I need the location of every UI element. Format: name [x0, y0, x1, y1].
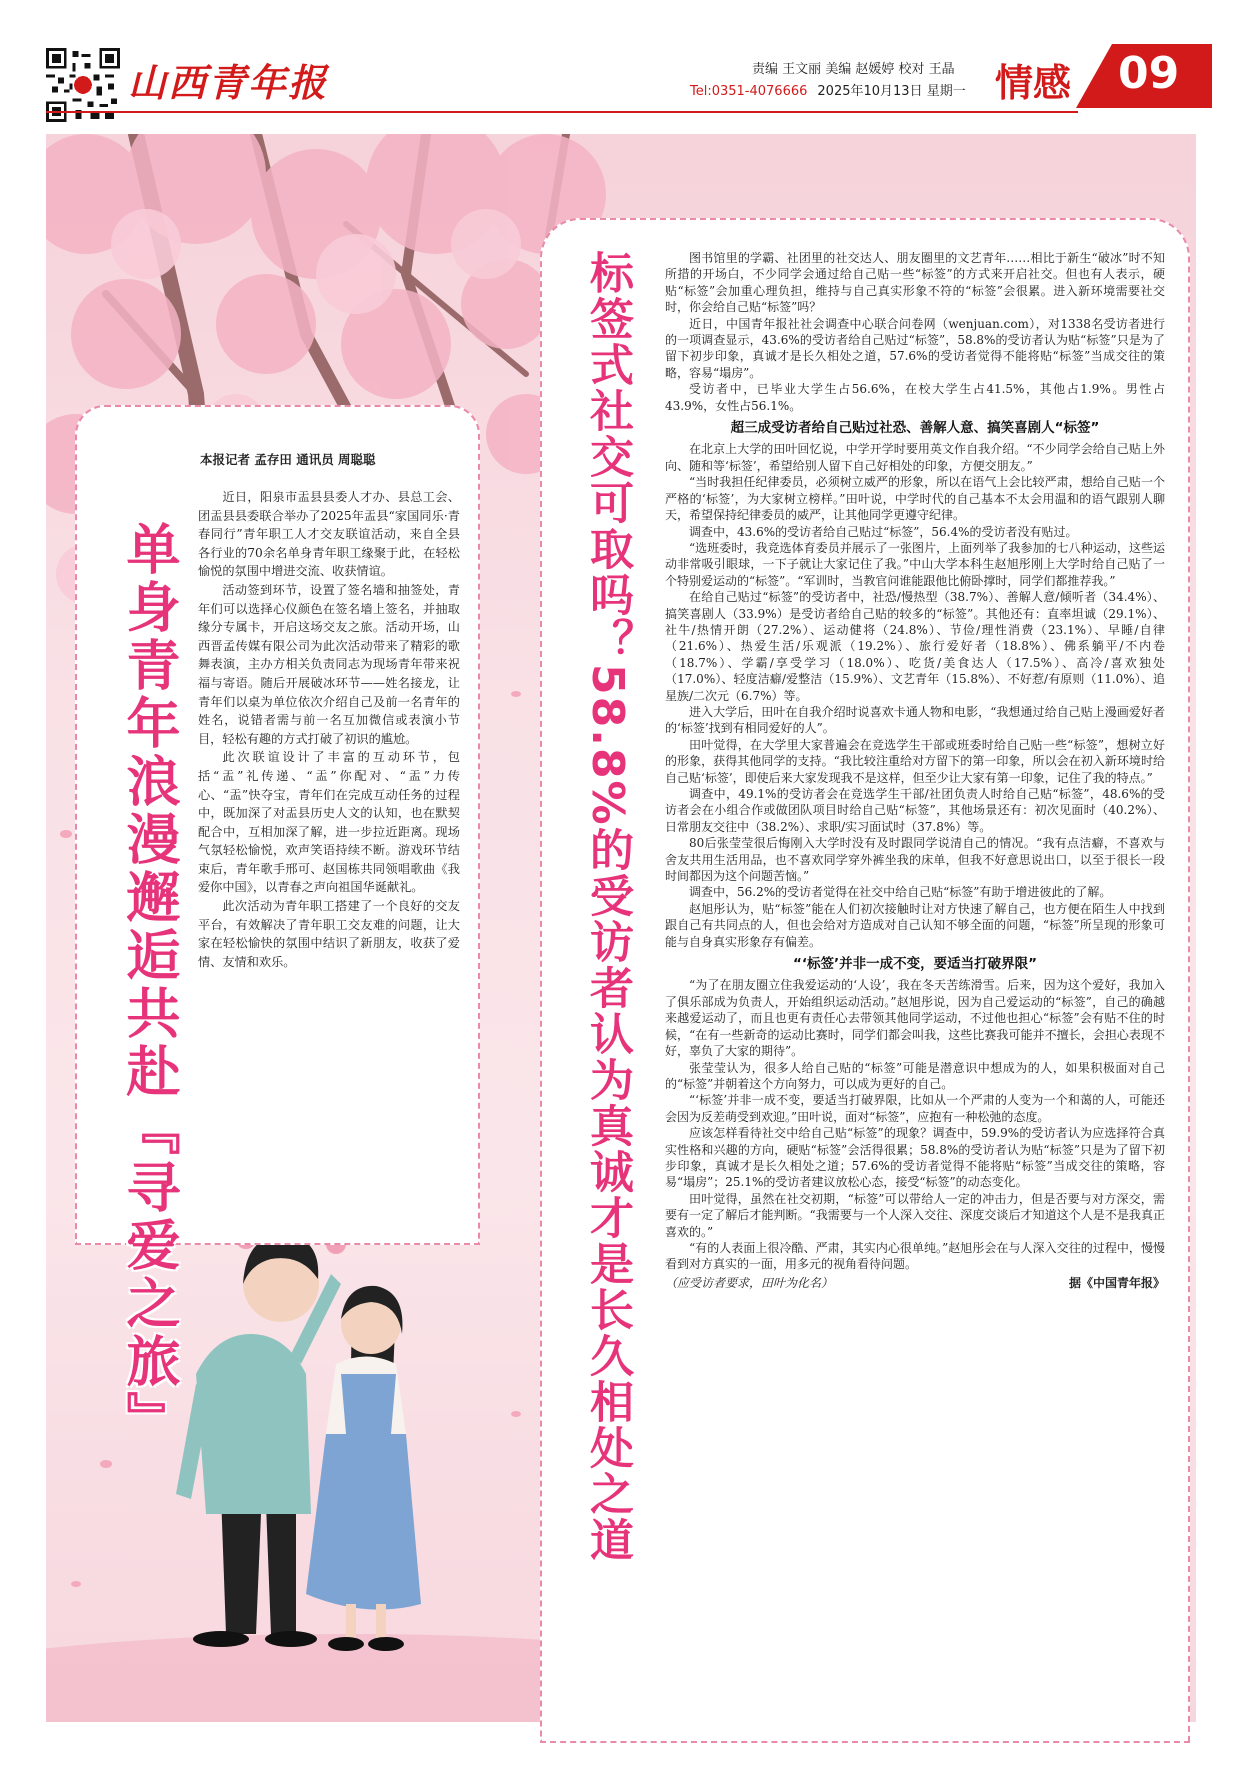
- paragraph: 此次活动为青年职工搭建了一个良好的交友平台，有效解决了青年职工交友难的问题，让大家在轻松愉快的氛围中结识了新朋友，收获了爱情、友情和欢乐。: [198, 899, 460, 969]
- newspaper-logo: 山西青年报: [128, 60, 329, 105]
- paragraph: “有的人表面上很冷酷、严肃，其实内心很单纯。”赵旭彤会在与人深入交往的过程中，慢慢看到对方真实的一面，用多元的视角看待问题。: [665, 1240, 1165, 1272]
- telephone: Tel:0351-4076666: [690, 84, 808, 99]
- section-heading: 超三成受访者给自己贴过社恐、善解人意、搞笑喜剧人“标签”: [730, 420, 1100, 437]
- paragraph: “当时我担任纪律委员，必须树立威严的形象，所以在语气上会比较严肃，想给自己贴一个严格的‘标签’，为大家树立榜样。”田叶说，中学时代的自己基本不太会用温和的语气跟别人聊天，希望保持纪律委员的威严，让其他同学更遵守纪律。: [665, 475, 1165, 523]
- section-name: 情感: [995, 61, 1072, 105]
- section-heading: “‘标签’并非一成不变，要适当打破界限”: [792, 956, 1037, 973]
- paragraph: 田叶觉得，在大学里大家普遍会在竞选学生干部或班委时给自己贴一些“标签”，想树立好的形象，获得其他同学的支持。“我比较注重给对方留下的第一印象，所以会在初入新环境时给自己贴‘标签’，即使后来大家发现我不是这样，但至少让大家有第一印象，记住了我的特点。”: [665, 737, 1165, 785]
- paragraph: 在给自己贴过“标签”的受访者中，社恐/慢热型（38.7%）、善解人意/倾听者（34.4%）、搞笑喜剧人（33.9%）是受访者给自己贴的较多的“标签”。其他还有：直率坦诚（29.1%）、社牛/热情开朗（27.2%）、运动健将（24.8%）、节俭/理性消费（23.1%）、早睡/自律（21.6%）、热爱生活/乐观派（19.2%）、旅行爱好者（18.8%）、佛系躺平/不内卷（18.7%）、学霸/享受学习（18.0%）、吃货/美食达人（17.5%）、高冷/喜欢独处（17.0%）、轻度洁癖/爱整洁（15.9%）、文艺青年（15.8%）、不好惹/有原则（11.0%）、追星族/二次元（6.7%）等。: [665, 590, 1165, 703]
- paragraph: 赵旭彤认为，贴“标签”能在人们初次接触时让对方快速了解自己，也方便在陌生人中找到跟自己有共同点的人，但也会给对方造成对自己认知不够全面的问题，“标签”所呈现的形象可能与自身真实形象存有偏差。: [665, 901, 1165, 949]
- paragraph: 在北京上大学的田叶回忆说，中学开学时要用英文作自我介绍。“不少同学会给自己贴上外向、随和等‘标签’，希望给别人留下自己好相处的印象，方便交朋友。”: [665, 442, 1165, 473]
- paragraph: 近日，阳泉市盂县县委人才办、县总工会、团盂县县委联合举办了2025年盂县“家国同乐·青春同行”青年职工人才交友联谊活动，来自全县各行业的70余名单身青年职工缘聚于此，在轻松愉悦的氛围中增进交流、收获情谊。: [198, 490, 460, 579]
- paragraph: 调查中，56.2%的受访者觉得在社交中给自己贴“标签”有助于增进彼此的了解。: [689, 885, 1112, 900]
- left-article-title: 单身青年浪漫邂逅共赴『寻爱之旅』: [118, 521, 181, 1449]
- page-number: 09: [1118, 48, 1180, 99]
- right-article-title: 标签式社交可取吗？58.8%的受访者认为真诚才是长久相处之道: [582, 250, 633, 1563]
- page-number-badge: [1112, 44, 1212, 108]
- left-article-body: [198, 488, 460, 971]
- paragraph: 应该怎样看待社交中给自己贴“标签”的现象？调查中，59.9%的受访者认为应选择符合真实性格和兴趣的方向，硬贴“标签”会活得很累；58.8%的受访者认为贴“标签”只是为了留下初步印象，真诚才是长久相处之道；57.6%的受访者觉得不能将贴“标签”当成交往的策略，容易“塌房”；25.1%的受访者建议放松心态，接受“标签”的动态变化。: [665, 1126, 1165, 1190]
- paragraph: 调查中，49.1%的受访者会在竞选学生干部/社团负责人时给自己贴“标签”，48.6%的受访者会在小组合作或做团队项目时给自己贴“标签”，其他场景还有：初次见面时（40.2%）、日常朋友交往中（38.2%）、求职/实习面试时（37.8%）等。: [665, 787, 1165, 834]
- paragraph: 张莹莹认为，很多人给自己贴的“标签”可能是潜意识中想成为的人，如果积极面对自己的“标签”并朝着这个方向努力，可以成为更好的自己。: [665, 1060, 1165, 1091]
- girl-figure: [306, 1286, 421, 1651]
- paragraph: 此次联谊设计了丰富的互动环节，包括“盂”礼传递、“盂”你配对、“盂”力传心、“盂”快夺宝，青年们在完成互动任务的过程中，既加深了对盂县历史人文的认知，也在默契配合中，互相加深了解，进一步拉近距离。现场气氛轻松愉悦，欢声笑语持续不断。游戏环节结束后，青年歌手邢可、赵国栋共同领唱歌曲《我爱你中国》，以青春之声向祖国华诞献礼。: [198, 750, 460, 895]
- paragraph: “为了在朋友圈立住我爱运动的‘人设’，我在冬天苦练滑雪。后来，因为这个爱好，我加入了俱乐部成为负责人，开始组织运动活动。”赵旭彤说，因为自己爱运动的“标签”，自己的确越来越爱运动了，而且也更有责任心去带领其他同学运动，不过他也担心“标签”会有贴不住的时候，“在有一些新奇的运动比赛时，同学们都会叫我，这些比赛我可能并不擅长，会担心表现不好，辜负了大家的期待”。: [665, 978, 1165, 1059]
- pseudonym-note: （应受访者要求，田叶为化名）: [665, 1275, 834, 1290]
- paragraph: “‘标签’并非一成不变，要适当打破界限，比如从一个严肃的人变为一个和蔼的人，可能还会因为反差萌受到欢迎。”田叶说，面对“标签”，应抱有一种松弛的态度。: [665, 1093, 1165, 1124]
- dateline: [690, 80, 966, 99]
- paragraph: 图书馆里的学霸、社团里的社交达人、朋友圈里的文艺青年……相比于新生“破冰”时不知所措的开场白，不少同学会通过给自己贴一些“标签”的方式来开启社交。但也有人表示，硬贴“标签”会加重心理负担，维持与自己真实形象不符的“标签”会很累。进入新环境需要社交时，你会给自己贴“标签”吗？: [665, 251, 1165, 315]
- article-signoff: [665, 1275, 1165, 1291]
- masthead: [0, 0, 1242, 120]
- issue-date: 2025年10月13日 星期一: [817, 84, 966, 99]
- paragraph: 调查中，43.6%的受访者给自己贴过“标签”，56.4%的受访者没有贴过。: [689, 524, 1078, 539]
- paragraph: 活动签到环节，设置了签名墙和抽签处，青年们可以选择心仪颜色在签名墙上签名，并抽取缘分专属卡，开启这场交友之旅。活动开场，山西晋孟传媒有限公司为此次活动带来了精彩的歌舞表演，主办方相关负责同志为现场青年带来祝福与寄语。随后开展破冰环节——姓名接龙，让青年们以桌为单位依次介绍自己及前一名青年的姓名，说错者需与前一名互加微信或表演小节目，轻松有趣的方式打破了初识的尴尬。: [198, 582, 460, 746]
- paragraph: 田叶觉得，虽然在社交初期，“标签”可以带给人一定的冲击力，但是否要与对方深交，需要有一定了解后才能判断。“我需要与一个人深入交往、深度交谈后才知道这个人是不是我真正喜欢的。”: [665, 1191, 1165, 1239]
- header-rule: [46, 111, 1078, 113]
- paragraph: 80后张莹莹很后悔刚入大学时没有及时跟同学说清自己的情况。“我有点洁癖，不喜欢与舍友共用生活用品，也不喜欢同学穿外裤坐我的床单，但我不好意思说出口，以至于很长一段时间都因为这个问题苦恼。”: [665, 836, 1165, 884]
- article-source: 据《中国青年报》: [1068, 1275, 1165, 1290]
- left-article-byline: 本报记者 孟存田 通讯员 周聪聪: [200, 452, 376, 467]
- paragraph: 受访者中，已毕业大学生占56.6%，在校大学生占41.5%，其他占1.9%。男性占43.9%，女性占56.1%。: [665, 382, 1165, 413]
- paragraph: 近日，中国青年报社社会调查中心联合问卷网（wenjuan.com），对1338名受访者进行的一项调查显示，43.6%的受访者给自己贴过“标签”，58.8%的受访者认为贴“标签”只是为了留下初步印象，真诚才是长久相处之道，57.6%的受访者觉得不能将贴“标签”当成交往的策略，容易“塌房”。: [665, 316, 1165, 380]
- paragraph: “选班委时，我竞选体育委员并展示了一张图片，上面列举了我参加的七八种运动，这些运动非常吸引眼球，一下子就让大家记住了我。”中山大学本科生赵旭彤刚上大学时给自己贴了一个特别爱运动的“标签”。“军训时，当教官问谁能跟他比俯卧撑时，同学们都推荐我。”: [665, 540, 1165, 588]
- paragraph: 进入大学后，田叶在自我介绍时说喜欢卡通人物和电影，“我想通过给自己贴上漫画爱好者的‘标签’找到有相同爱好的人”。: [665, 704, 1165, 736]
- right-article-body: [665, 250, 1165, 1291]
- staff-credits: 责编 王文丽 美编 赵媛婷 校对 王晶: [752, 62, 955, 77]
